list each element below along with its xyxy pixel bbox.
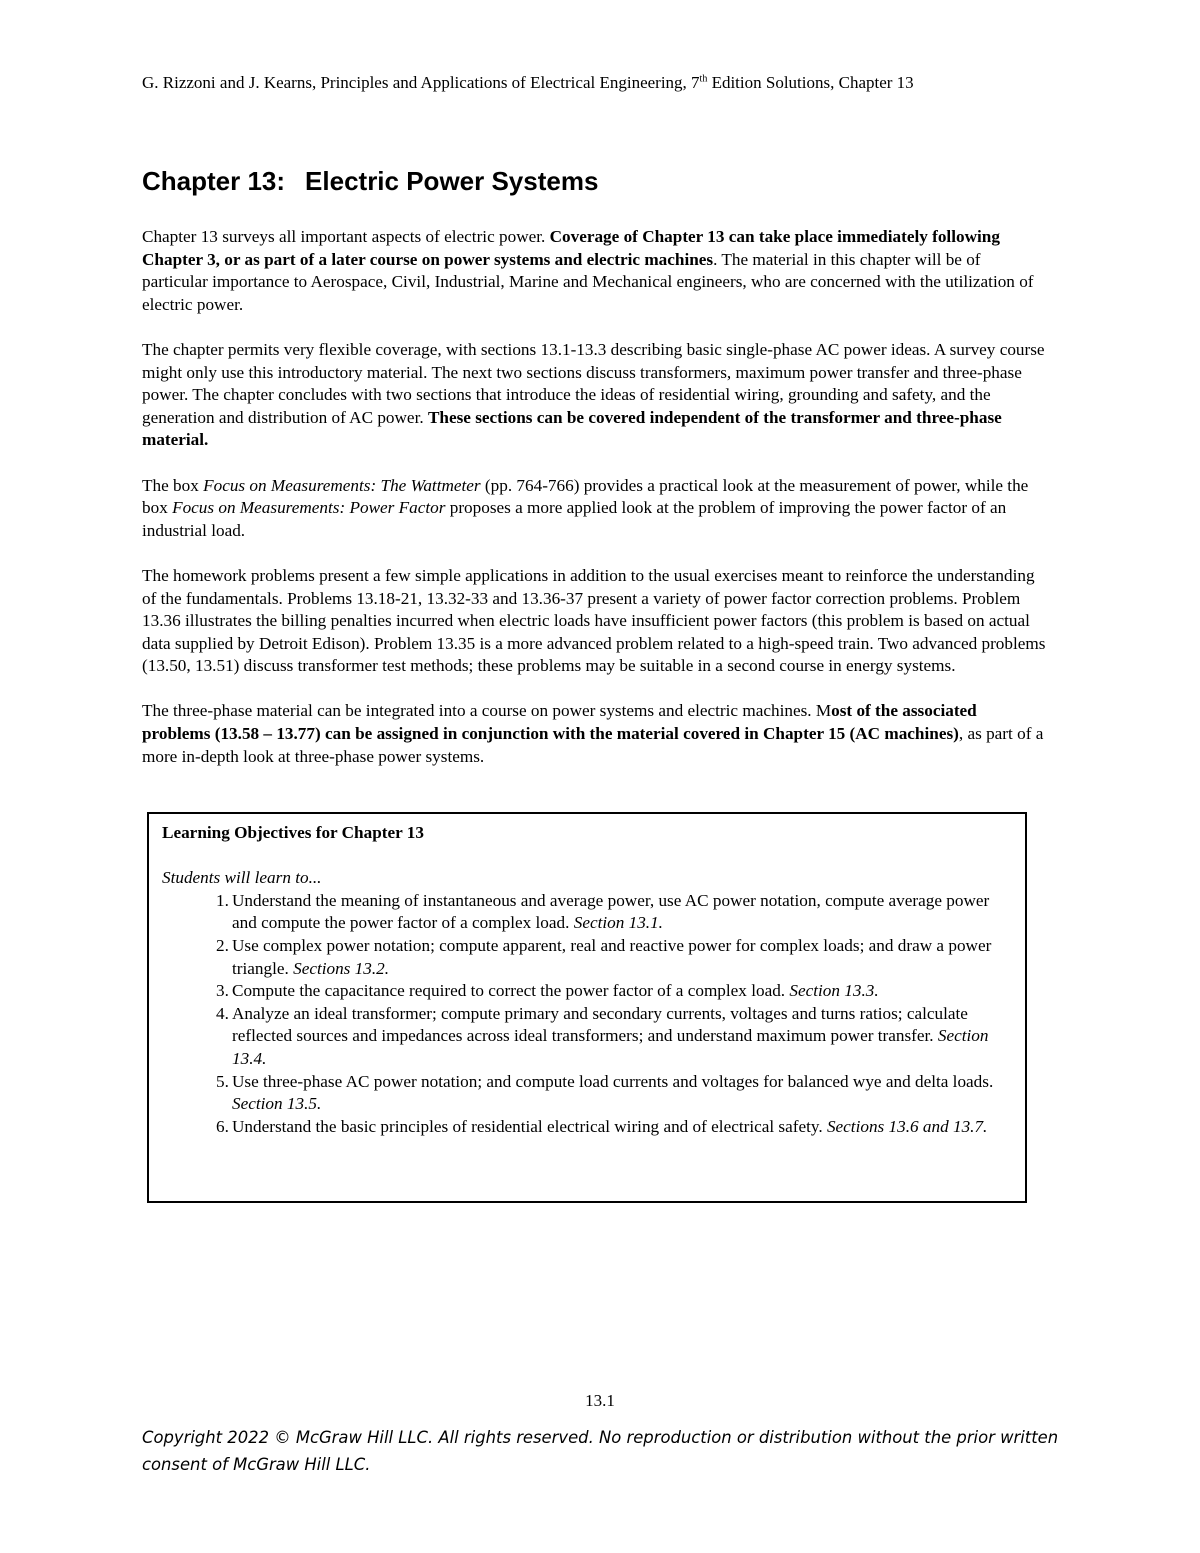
objective-item	[162, 935, 1011, 980]
objectives-intro: Students will learn to...	[162, 868, 322, 888]
chapter-label: Chapter 13:	[142, 166, 286, 196]
text-run: , as part of a more in-depth look at three-phase power systems.	[142, 724, 1044, 766]
section-reference: Sections 13.6 and 13.7.	[826, 1116, 988, 1136]
chapter-name: Electric Power Systems	[305, 166, 599, 196]
objective-item	[162, 1116, 1011, 1139]
text-run: (pp. 764-766) provides a practical look at the measurement of power, while the box	[142, 475, 1029, 518]
section-reference: Section 13.4.	[232, 1026, 989, 1068]
text-run: The box	[142, 475, 204, 495]
objective-item	[162, 980, 1011, 1003]
running-header-text-end: Edition Solutions, Chapter 13	[707, 73, 914, 92]
objective-item	[162, 890, 1011, 935]
chapter-title	[142, 164, 598, 198]
objective-number: 4.	[216, 1003, 229, 1023]
copyright-notice: Copyright 2022 © McGraw Hill LLC. All rights reserved. No reproduction or distribution without the prior written consent of McGraw Hill LLC.	[142, 1428, 1059, 1474]
edition-superscript: th	[699, 73, 708, 85]
objective-item	[162, 1003, 1011, 1071]
section-reference: Sections 13.2.	[293, 958, 390, 978]
objective-text: Understand the meaning of instantaneous and average power, use AC power notation, compute average power and compute the power factor of a complex load. Section 13.1.	[232, 890, 990, 933]
objective-text: Understand the basic principles of residential electrical wiring and of electrical safety. Sections 13.6 and 13.7.	[232, 1116, 988, 1136]
text-run: The homework problems present a few simple applications in addition to the usual exercises meant to reinforce the understanding of the fundamentals. Problems 13.18-21, 13.32-33 and 13.36-37 present a variety of power factor correction problems. Problem 13.36 illustrates the billing penalties incurred when electric loads have insufficient power factors (this problem is based on actual data supplied by Detroit Edison). Problem 13.35 is a more advanced problem related to a high-speed train. Two advanced problems (13.50, 13.51) discuss transformer test methods; these problems may be suitable in a second course in energy systems.	[142, 565, 1046, 676]
paragraph-focus-boxes	[142, 475, 1048, 543]
text-run: Chapter 13 surveys all important aspects of electric power.	[142, 227, 550, 246]
objective-number: 5.	[216, 1071, 229, 1091]
section-reference: Section 13.3.	[789, 981, 879, 1001]
section-reference: Section 13.5.	[232, 1094, 322, 1114]
objective-text: Analyze an ideal transformer; compute primary and secondary currents, voltages and turns ratios; calculate reflected sources and impedances across ideal transformers; and understand maximum power transfer. Section 13.4.	[232, 1003, 989, 1068]
paragraph-overview	[142, 226, 1048, 316]
text-run: proposes a more applied look at the problem of improving the power factor of an industrial load.	[142, 498, 1007, 540]
running-header-text: G. Rizzoni and J. Kearns, Principles and Applications of Electrical Engineering, 7	[142, 73, 700, 92]
objectives-list	[162, 890, 1011, 1139]
objective-item	[162, 1071, 1011, 1116]
paragraph-coverage	[142, 339, 1048, 452]
objective-text: Use complex power notation; compute apparent, real and reactive power for complex loads; and draw a power triangle. Sections 13.2.	[232, 935, 992, 978]
text-run: The three-phase material can be integrated into a course on power systems and electric machines. M	[142, 701, 832, 721]
page-number: 13.1	[585, 1391, 615, 1410]
emphasis-run: ost of the associated problems (13.58 – 13.77) can be assigned in conjunction with the material covered in Chapter 15 (AC machines)	[142, 701, 977, 744]
objective-text: Compute the capacitance required to correct the power factor of a complex load. Section 13.3.	[232, 981, 879, 1001]
chapter-introduction	[142, 226, 1048, 791]
box-title-run: Focus on Measurements: The Wattmeter	[203, 475, 481, 495]
objectives-title: Learning Objectives for Chapter 13	[162, 823, 424, 842]
section-reference: Section 13.1.	[573, 913, 663, 933]
text-run: The chapter permits very flexible coverage, with sections 13.1-13.3 describing basic single-phase AC power ideas. A survey course might only use this introductory material. The next two sections discuss transformers, maximum power transfer and three-phase power. The chapter concludes with two sections that introduce the ideas of residential wiring, grounding and safety, and the generation and distribution of AC power.	[142, 339, 1045, 427]
paragraph-three-phase	[142, 700, 1048, 768]
emphasis-run: These sections can be covered independent of the transformer and three-phase material.	[142, 407, 1002, 450]
text-run: . The material in this chapter will be of particular importance to Aerospace, Civil, Industrial, Marine and Mechanical engineers, who are concerned with the utilization of electric power.	[142, 249, 1034, 314]
box-title-run: Focus on Measurements: Power Factor	[172, 498, 446, 518]
emphasis-run: Coverage of Chapter 13 can take place immediately following Chapter 3, or as part of a later course on power systems and electric machines	[142, 227, 1000, 269]
paragraph-homework	[142, 565, 1048, 678]
objective-number: 1.	[216, 890, 229, 910]
objective-number: 3.	[216, 981, 229, 1001]
objective-number: 6.	[216, 1116, 229, 1136]
objective-number: 2.	[216, 935, 229, 955]
objective-text: Use three-phase AC power notation; and compute load currents and voltages for balanced wye and delta loads. Section 13.5.	[232, 1071, 994, 1114]
running-header	[142, 72, 1062, 94]
learning-objectives-box	[147, 812, 1027, 1203]
